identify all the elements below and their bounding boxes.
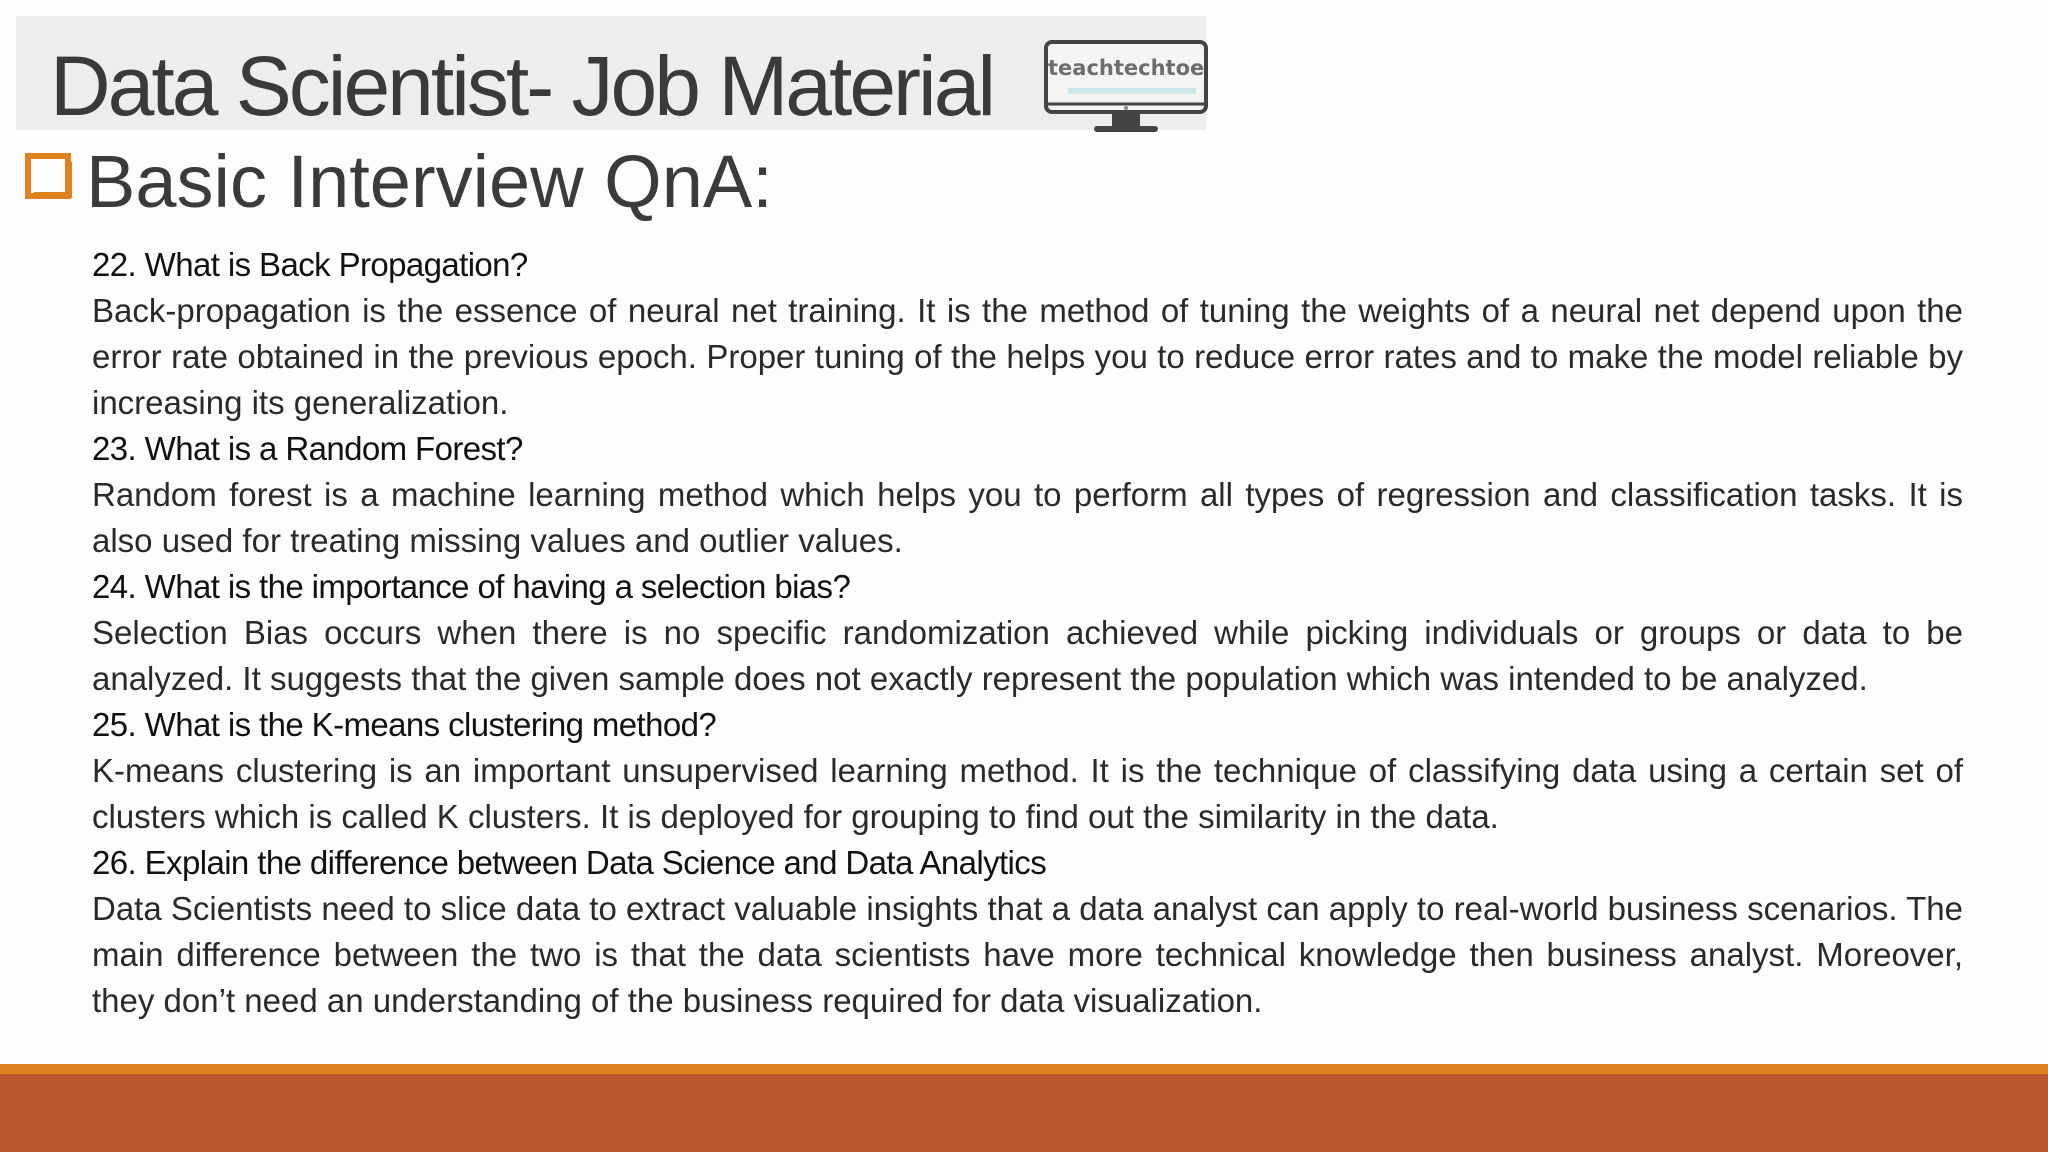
question: 26. Explain the difference between Data Science and Data Analytics bbox=[92, 844, 1047, 881]
title-band bbox=[16, 16, 1206, 133]
qa-item bbox=[92, 242, 1963, 426]
answer: Data Scientists need to slice data to extract valuable insights that a data analyst can apply to real-world business scenarios. The main difference between the two is that the data scientists have more technical knowledge then business analyst. Moreover, they don’t need an understanding of the business required for data visualization. bbox=[92, 890, 1963, 1019]
question: 24. What is the importance of having a selection bias? bbox=[92, 568, 851, 605]
answer: Back-propagation is the essence of neural net training. It is the method of tuning the weights of a neural net depend upon the error rate obtained in the previous epoch. Proper tuning of the helps you to reduce error rates and to make the model reliable by increasing its generalization. bbox=[92, 292, 1963, 421]
qa-item bbox=[92, 564, 1963, 702]
answer: Selection Bias occurs when there is no specific randomization achieved while picking individuals or groups or data to be analyzed. It suggests that the given sample does not exactly represent the population which was intended to be analyzed. bbox=[92, 614, 1963, 697]
question: 23. What is a Random Forest? bbox=[92, 430, 523, 467]
page-title: Data Scientist- Job Material bbox=[50, 39, 994, 133]
qa-list bbox=[92, 242, 1963, 1024]
qa-item bbox=[92, 426, 1963, 564]
question: 25. What is the K-means clustering method? bbox=[92, 706, 717, 743]
qa-item bbox=[92, 702, 1963, 840]
logo-text: teachtechtoe bbox=[1048, 56, 1205, 80]
footer-accent-line bbox=[0, 1064, 2048, 1074]
answer: Random forest is a machine learning method which helps you to perform all types of regression and classification tasks. It is also used for treating missing values and outlier values. bbox=[92, 476, 1963, 559]
qa-item bbox=[92, 840, 1963, 1024]
monitor-icon bbox=[1042, 38, 1214, 138]
answer: K-means clustering is an important unsupervised learning method. It is the technique of classifying data using a certain set of clusters which is called K clusters. It is deployed for grouping to find out the similarity in the data. bbox=[92, 752, 1963, 835]
section-title: Basic Interview QnA: bbox=[86, 140, 773, 223]
checkbox-icon bbox=[24, 152, 72, 200]
question: 22. What is Back Propagation? bbox=[92, 246, 528, 283]
footer-band bbox=[0, 1074, 2048, 1152]
logo bbox=[1042, 38, 1214, 138]
